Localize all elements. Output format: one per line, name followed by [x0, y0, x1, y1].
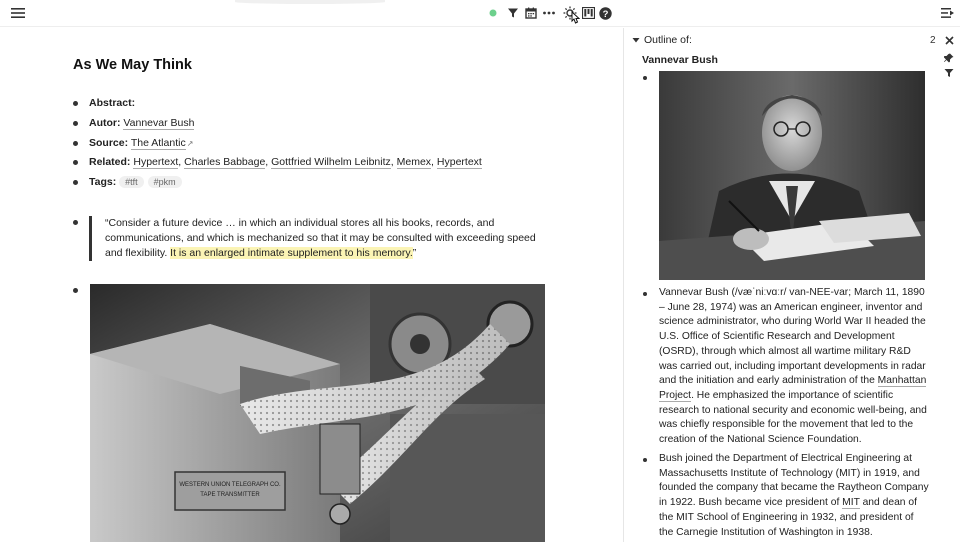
top-toolbar [0, 0, 960, 27]
pin-icon[interactable] [942, 51, 956, 65]
external-link-icon: ↗ [186, 139, 194, 148]
outline-title[interactable]: Vannevar Bush [642, 54, 718, 66]
main-page [0, 28, 623, 542]
outline-paragraph [659, 452, 929, 540]
abstract-label: Abstract: [89, 97, 136, 109]
filter-icon[interactable] [505, 5, 521, 21]
tag-chip[interactable]: #tft [119, 176, 144, 188]
block-bullet[interactable] [73, 220, 78, 225]
filter-icon[interactable] [942, 66, 956, 80]
svg-text:?: ? [602, 8, 608, 20]
close-icon[interactable] [942, 33, 956, 47]
related-link[interactable]: Hypertext [133, 156, 179, 168]
outline-header-label: Outline of: [644, 34, 692, 46]
block-bullet[interactable] [643, 76, 647, 80]
block-bullet[interactable] [73, 160, 78, 165]
paragraph-text: Vannevar Bush (/væˈniːvɑːr/ van-NEE-var; March 11, 1890 – June 28, 1974) was an American engineer, inventor and science administrator, who during World War II headed the U.S. Office of Scientific Research and Development (OSRD), through which almost all wartime military R&D was carried out, including important developments in radar and the initiation and early administration of the [659, 287, 926, 387]
quote-block [89, 216, 539, 261]
paragraph-text: . He emphasized the importance of scientific research to national security and economic well-being, and was chiefly responsible for the movement that led to the creation of the National Science Foundation. [659, 389, 927, 446]
outline-count: 2 [930, 35, 936, 46]
mit-link[interactable]: MIT [842, 497, 860, 509]
tag-chip[interactable]: #pkm [148, 176, 182, 188]
outline-paragraph [659, 286, 929, 448]
related-link[interactable]: Memex [396, 156, 432, 168]
source-link[interactable]: The Atlantic [130, 137, 186, 149]
block-bullet[interactable] [73, 141, 78, 146]
manhattan-project-link[interactable]: Manhattan Project [659, 375, 927, 401]
block-bullet[interactable] [643, 458, 647, 462]
help-icon[interactable] [597, 5, 613, 21]
block-bullet[interactable] [73, 180, 78, 185]
block-bullet[interactable] [73, 121, 78, 126]
quote-text: “Consider a future device … in which an individual stores all his books, records, and communications, and which is mechanized so that it may be consulted with exceeding speed and flexibility. [105, 217, 536, 259]
board-view-icon[interactable] [580, 5, 596, 21]
outline-header[interactable] [632, 34, 692, 46]
plate-text-2: TAPE TRANSMITTER [200, 492, 260, 498]
toolbar-shadow [235, 0, 385, 4]
autor-label: Autor: [89, 117, 121, 129]
quote-close: ” [412, 247, 417, 259]
autor-link[interactable]: Vannevar Bush [123, 117, 195, 129]
abstract-property [89, 97, 135, 109]
collapse-caret-icon[interactable] [632, 36, 640, 44]
page-title: As We May Think [73, 57, 192, 73]
block-bullet[interactable] [73, 288, 78, 293]
autor-property [89, 117, 194, 129]
tags-label: Tags: [89, 176, 117, 188]
paragraph-text: Bush joined the Department of Electrical Engineering at Massachusetts Institute of Technology (MIT) in 1919, and founded the company that became the Raytheon Company in 1922. Bush became vice president of [659, 453, 929, 509]
more-icon[interactable] [541, 5, 557, 21]
toggle-sidebar-icon[interactable] [940, 5, 956, 21]
source-property [89, 137, 193, 149]
related-property: Related: Hypertext, Charles Babbage, Gottfried Wilhelm Leibnitz, Memex, Hypertext [89, 156, 482, 168]
tags-property [89, 176, 186, 188]
related-link[interactable]: Charles Babbage [184, 156, 266, 168]
menu-icon[interactable] [10, 5, 26, 21]
plate-text-1: WESTERN UNION TELEGRAPH CO. [179, 482, 281, 488]
block-bullet[interactable] [643, 292, 647, 296]
related-link[interactable]: Gottfried Wilhelm Leibnitz [271, 156, 391, 168]
sync-status-icon [485, 5, 501, 21]
vannevar-bush-portrait[interactable] [659, 71, 925, 280]
block-bullet[interactable] [73, 101, 78, 106]
outline-sidebar [623, 28, 960, 542]
quote-highlight: It is an enlarged intimate supplement to his memory. [170, 247, 413, 259]
calendar-icon[interactable] [523, 5, 539, 21]
related-link[interactable]: Hypertext [436, 156, 482, 168]
related-label: Related: [89, 156, 131, 168]
source-label: Source: [89, 137, 129, 149]
paragraph-text: and dean of the MIT School of Engineering in 1932, and president of the Carnegie Institution of Washington in 1938. [659, 497, 917, 538]
tape-transmitter-photo[interactable] [90, 284, 545, 542]
